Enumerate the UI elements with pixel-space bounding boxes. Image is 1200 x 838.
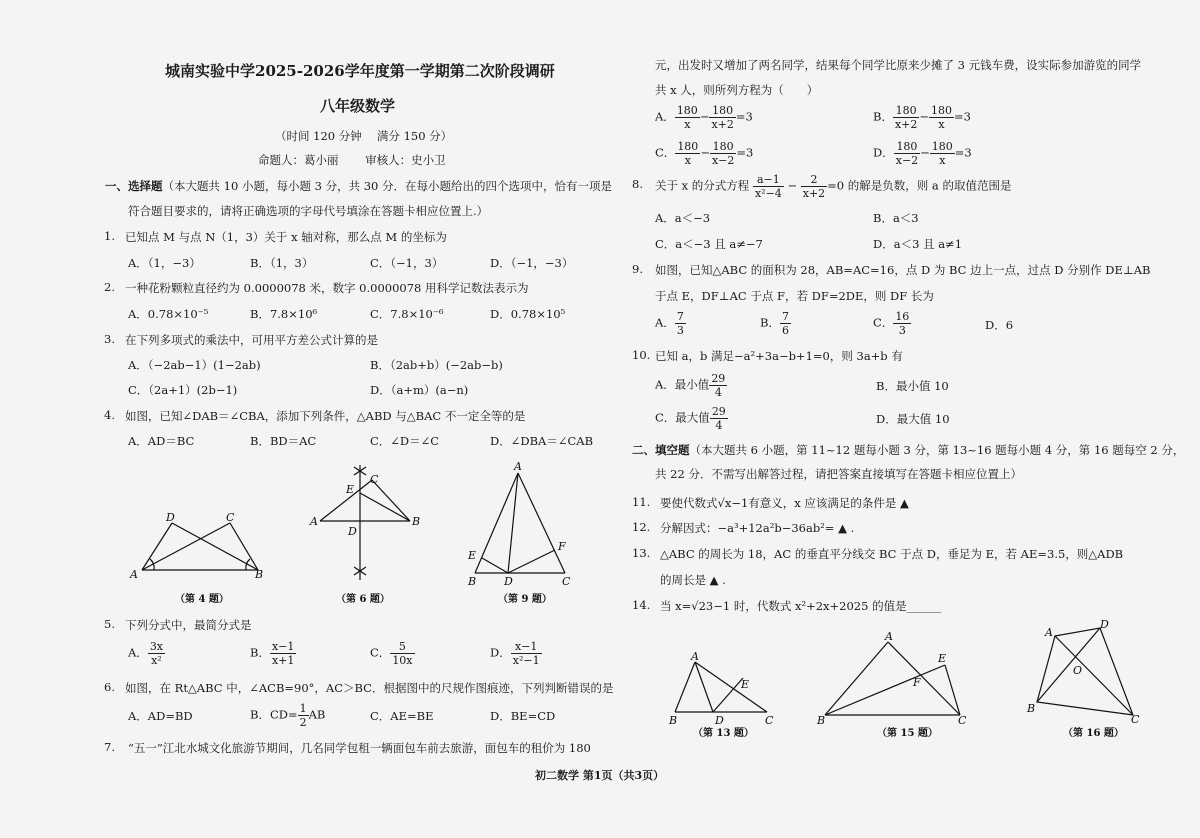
q7-d-n1: 180 <box>894 140 920 154</box>
fig15-label-f: F <box>913 676 921 689</box>
fig4-label-d: D <box>166 511 175 524</box>
fig9-label-c: C <box>562 575 571 588</box>
q10-c-label: C．最大值 <box>655 410 710 425</box>
q5-a-label: A． <box>128 645 148 660</box>
q4-option-a: A．AD＝BC <box>128 434 195 448</box>
q5-d-label: D． <box>490 645 511 660</box>
fig13-label-d: D <box>715 714 724 727</box>
q12-stem: 分解因式：−a³+12a²b−36ab²= ▲ . <box>660 521 855 535</box>
q10-c-fraction <box>710 405 728 432</box>
q10-a-fraction <box>709 372 727 399</box>
q5-c-den: 10x <box>392 654 413 667</box>
fig6-label-a: A <box>310 515 318 528</box>
q7-a-n1: 180 <box>676 104 698 117</box>
q9-option-c <box>873 310 911 337</box>
section2-header <box>632 442 1184 458</box>
q9-c-num: 16 <box>895 310 910 323</box>
fig13-caption: （第 13 题） <box>693 728 754 739</box>
q7-b-n1: 180 <box>893 104 919 118</box>
fig16-label-d: D <box>1100 620 1109 631</box>
section2-desc2: 共 22 分．不需写出解答过程，请把答案直接填写在答题卡相应位置上） <box>655 467 1022 481</box>
q8-f2-num: 2 <box>801 173 827 187</box>
q6-number: 6. <box>104 680 115 694</box>
q8-option-a: A．a＜−3 <box>655 211 711 225</box>
figure-9 <box>475 473 565 573</box>
q9-b-den: 6 <box>781 324 789 337</box>
q4-stem: 如图，已知∠DAB＝∠CBA，添加下列条件，△ABD 与△BAC 不一定全等的是 <box>125 409 526 423</box>
q5-option-a <box>128 640 165 667</box>
q6-b-tail: AB <box>308 707 326 722</box>
q1-option-d: D．（−1，−3） <box>490 256 574 270</box>
fig9-label-b: B <box>468 575 477 588</box>
q2-number: 2. <box>104 280 115 294</box>
q10-a-den: 4 <box>714 386 722 399</box>
fig15-label-a: A <box>885 630 893 643</box>
fig6-label-d: D <box>348 525 357 538</box>
subject-title: 八年级数学 <box>320 97 396 115</box>
q9-stem-2: 于点 E，DF⊥AC 于点 F，若 DF=2DE，则 DF 长为 <box>655 289 934 303</box>
q1-number: 1. <box>104 229 115 243</box>
q7-a-frac2 <box>709 104 735 131</box>
q7-b-n2: 180 <box>931 104 953 117</box>
q1-option-a: A．（1，−3） <box>128 256 201 270</box>
q5-d-den: x²−1 <box>512 654 540 667</box>
q7-c-tail: =3 <box>736 145 754 160</box>
q8-stem-b: =0 的解是负数，则 a 的取值范围是 <box>827 178 1012 193</box>
q13-number: 13. <box>632 546 651 560</box>
q9-b-label: B． <box>760 315 780 330</box>
q7-option-c: C． $\frac{180}{x}$ − $\frac{180}{x-2}$ =3 <box>655 140 754 167</box>
q9-b-num: 7 <box>781 310 789 323</box>
q7-d-tail: =3 <box>954 145 972 160</box>
q4-option-d: D．∠DBA＝∠CAB <box>490 434 594 448</box>
fig4-caption: （第 4 题） <box>175 594 229 605</box>
q5-b-label: B． <box>250 645 270 660</box>
q5-a-den: x² <box>151 654 162 667</box>
q14-stem: 当 x=√23−1 时，代数式 x²+2x+2025 的值是______ <box>660 599 942 613</box>
q5-d-fraction <box>511 640 542 667</box>
q7-a-label: A． <box>655 109 675 124</box>
q7-b-d1: x+2 <box>894 118 918 131</box>
q7-c-d1: x <box>684 154 691 167</box>
q7-c-frac1 <box>675 140 700 167</box>
q7-c-n2: 180 <box>710 140 736 154</box>
q8-option-b: B．a＜3 <box>873 211 919 225</box>
fig16-label-o: O <box>1073 664 1083 677</box>
q5-a-num: 3x <box>149 640 164 653</box>
q6-option-d: D．BE=CD <box>490 709 556 723</box>
q14-number: 14. <box>632 598 651 612</box>
q8-f1-den: x²−4 <box>754 187 782 200</box>
q5-a-fraction <box>148 640 165 667</box>
q10-number: 10. <box>632 348 651 362</box>
q13-stem-2: 的周长是 ▲ . <box>660 573 726 587</box>
figures-row-1 <box>120 455 640 610</box>
fig16-label-c: C <box>1131 713 1140 726</box>
q7-stem: “五一”江北水城文化旅游节期间，几名同学包租一辆面包车前去旅游，面包车的租价为 180 <box>128 741 591 755</box>
fig15-label-b: B <box>817 714 826 727</box>
fig6-label-c: C <box>370 473 379 486</box>
q7-option-a: A． $\frac{180}{x}$ − $\frac{180}{x+2}$ =3 <box>655 104 753 131</box>
fig9-label-d: D <box>504 575 513 588</box>
q9-a-den: 3 <box>676 324 684 337</box>
fig15-label-e: E <box>938 652 947 665</box>
q10-c-num: 29 <box>711 405 726 418</box>
q7-c-frac2 <box>710 140 736 167</box>
q6-option-c: C．AE=BE <box>370 709 434 723</box>
q9-c-fraction <box>893 310 911 337</box>
fig4-label-b: B <box>255 568 264 581</box>
q5-b-fraction <box>270 640 296 667</box>
figure-13 <box>675 662 767 712</box>
fig6-label-e: E <box>346 483 355 496</box>
authors-info: 命题人：葛小丽 审核人：史小卫 <box>258 153 446 167</box>
q8-number: 8. <box>632 177 643 191</box>
q9-b-fraction <box>780 310 791 337</box>
q3-option-b: B．（2ab+b）(−2ab−b) <box>370 358 503 372</box>
section1-header <box>105 178 612 194</box>
figure-16 <box>1037 628 1133 715</box>
q6-option-b <box>250 702 325 729</box>
q3-option-c: C．（2a+1）(2b−1) <box>128 383 238 397</box>
q5-option-c <box>370 640 415 667</box>
q10-stem: 已知 a，b 满足−a²+3a−b+1=0，则 3a+b 有 <box>655 349 903 363</box>
fig6-caption: （第 6 题） <box>336 594 390 605</box>
fig13-label-e: E <box>741 678 750 691</box>
q12-number: 12. <box>632 520 651 534</box>
q7-c-n1: 180 <box>677 140 699 153</box>
q3-number: 3. <box>104 332 115 346</box>
section2-desc: （本大题共 6 小题，第 11~12 题每小题 3 分，第 13~16 题每小题 4 分，第 16 题每空 2 分， <box>689 443 1185 457</box>
q7-b-d2: x <box>938 118 945 131</box>
q7-a-frac1 <box>675 104 700 131</box>
q5-number: 5. <box>104 617 115 631</box>
q7-a-tail: =3 <box>735 109 753 124</box>
q2-option-c: C．7.8×10⁻⁶ <box>370 307 444 321</box>
figure-6 <box>320 465 410 580</box>
fig13-label-a: A <box>691 650 699 663</box>
q5-b-num: x−1 <box>271 640 295 653</box>
q10-option-a <box>655 372 727 399</box>
q9-c-den: 3 <box>898 324 906 337</box>
q8-f2-den: x+2 <box>802 187 826 200</box>
q6-option-a: A．AD=BD <box>128 709 193 723</box>
q9-stem: 如图，已知△ABC 的面积为 28，AB=AC=16，点 D 为 BC 边上一点，过点 D 分别作 DE⊥AB <box>655 263 1151 277</box>
q5-stem: 下列分式中，最简分式是 <box>125 618 252 632</box>
fig13-label-b: B <box>669 714 678 727</box>
q7-b-label: B． <box>873 109 893 124</box>
time-info: （时间 120 分钟 满分 150 分） <box>275 129 453 143</box>
fig6-label-b: B <box>412 515 421 528</box>
fig9-label-e: E <box>468 549 477 562</box>
q8-option-d: D．a＜3 且 a≠1 <box>873 237 963 251</box>
q7-b-frac1 <box>893 104 919 131</box>
q2-option-b: B．7.8×10⁶ <box>250 307 318 321</box>
q7-stem-2: 元，出发时又增加了两名同学，结果每个同学比原来少摊了 3 元钱车费，设实际参加游览的同学 <box>655 58 1142 72</box>
q9-number: 9. <box>632 262 643 276</box>
section1-desc2: 符合题目要求的，请将正确选项的字母代号填涂在答题卡相应位置上.） <box>128 204 489 218</box>
q6-b-num: 1 <box>299 702 307 715</box>
q7-a-n2: 180 <box>709 104 735 118</box>
q7-c-label: C． <box>655 145 676 160</box>
q8-stem-a: 关于 x 的分式方程 <box>655 178 750 193</box>
q7-b-frac2 <box>929 104 954 131</box>
q5-c-fraction <box>390 640 414 667</box>
q1-stem: 已知点 M 与点 N（1，3）关于 x 轴对称，那么点 M 的坐标为 <box>125 230 447 244</box>
q9-a-num: 7 <box>676 310 684 323</box>
fig15-label-c: C <box>958 714 967 727</box>
q5-d-num: x−1 <box>511 640 542 654</box>
q6-b-den: 2 <box>299 716 307 729</box>
section1-heading: 一、选择题 <box>105 179 163 193</box>
q6-b-label: B．CD= <box>250 707 298 722</box>
q3-option-d: D．（a+m）(a−n) <box>370 383 469 397</box>
q7-d-d1: x−2 <box>895 154 919 167</box>
q9-a-fraction <box>675 310 686 337</box>
q9-c-label: C． <box>873 315 894 330</box>
q7-d-n2: 180 <box>931 140 953 153</box>
q11-stem: 要使代数式√x−1有意义，x 应该满足的条件是 ▲ <box>660 496 909 510</box>
q8-option-c: C．a＜−3 且 a≠−7 <box>655 237 763 251</box>
q8-frac2 <box>801 173 827 200</box>
fig9-caption: （第 9 题） <box>498 594 552 605</box>
page-footer: 初二数学 第1页（共3页） <box>535 769 665 782</box>
q1-option-b: B．（1，3） <box>250 256 314 270</box>
q10-option-d: D．最大值 10 <box>876 412 950 426</box>
q5-b-den: x+1 <box>271 654 295 667</box>
q10-option-b: B．最小值 10 <box>876 379 949 393</box>
q9-a-label: A． <box>655 315 675 330</box>
q3-option-a: A．（−2ab−1）(1−2ab) <box>128 358 261 372</box>
q9-option-b <box>760 310 791 337</box>
q9-option-d: D．6 <box>985 318 1014 332</box>
q8-frac1 <box>753 173 784 200</box>
q3-stem: 在下列多项式的乘法中，可用平方差公式计算的是 <box>125 333 378 347</box>
q10-c-den: 4 <box>715 419 723 432</box>
q7-b-tail: =3 <box>954 109 971 124</box>
fig16-label-b: B <box>1027 702 1036 715</box>
page-title: 城南实验中学2025-2026学年度第一学期第二次阶段调研 <box>165 62 555 80</box>
q10-option-c <box>655 405 728 432</box>
fig4-label-c: C <box>226 511 235 524</box>
fig9-label-a: A <box>514 460 522 473</box>
fig13-label-c: C <box>765 714 774 727</box>
q7-stem-3: 共 x 人，则所列方程为（ ） <box>655 83 819 97</box>
fig9-label-f: F <box>558 540 566 553</box>
q7-option-b: B． $\frac{180}{x+2}$ − $\frac{180}{x}$ =3 <box>873 104 971 131</box>
q7-c-d2: x−2 <box>711 154 735 167</box>
fig4-label-a: A <box>130 568 138 581</box>
q6-stem: 如图，在 Rt△ABC 中，∠ACB=90°，AC＞BC．根据图中的尺规作图痕迹，下列判断错误的是 <box>125 681 614 695</box>
section2-heading: 二、填空题 <box>632 443 690 457</box>
q5-c-label: C． <box>370 645 391 660</box>
figure-4 <box>142 523 258 570</box>
q7-a-d2: x+2 <box>711 118 734 131</box>
q2-option-d: D．0.78×10⁵ <box>490 307 566 321</box>
q13-stem: △ABC 的周长为 18，AC 的垂直平分线交 BC 于点 D，垂足为 E，若 AE=3.5，则△ADB <box>660 547 1124 561</box>
q7-option-d: D． $\frac{180}{x-2}$ − $\frac{180}{x}$ =3 <box>873 140 972 167</box>
fig16-caption: （第 16 题） <box>1063 728 1124 739</box>
q5-c-num: 5 <box>390 640 414 654</box>
q8-f1-num: a−1 <box>753 173 784 187</box>
fig15-caption: （第 15 题） <box>877 728 938 739</box>
q7-d-d2: x <box>939 154 946 167</box>
q10-a-num: 29 <box>711 372 726 385</box>
q4-option-b: B．BD＝AC <box>250 434 317 448</box>
q1-option-c: C．（−1，3） <box>370 256 444 270</box>
q2-option-a: A．0.78×10⁻⁵ <box>128 307 209 321</box>
q8-stem: 关于 x 的分式方程 $\frac{a-1}{\text{x²−4}}$ − $\frac{2}{x+2}$ =0 的解是负数，则 a 的取值范围是 <box>655 173 1012 200</box>
q5-option-b <box>250 640 296 667</box>
q7-a-d1: x <box>684 118 691 131</box>
q7-d-frac1 <box>894 140 920 167</box>
q4-number: 4. <box>104 408 115 422</box>
q7-d-frac2 <box>930 140 955 167</box>
q4-option-c: C．∠D＝∠C <box>370 434 440 448</box>
q9-option-a <box>655 310 686 337</box>
q7-number: 7. <box>104 740 115 754</box>
fig16-label-a: A <box>1045 626 1053 639</box>
q10-a-label: A．最小值 <box>655 377 710 392</box>
q5-option-d <box>490 640 542 667</box>
q6-b-fraction <box>298 702 309 729</box>
q11-number: 11. <box>632 495 651 509</box>
figures-row-2 <box>655 620 1155 745</box>
q2-stem: 一种花粉颗粒直径约为 0.0000078 米，数字 0.0000078 用科学记数法表示为 <box>125 281 529 295</box>
q7-d-label: D． <box>873 145 894 160</box>
section1-desc: （本大题共 10 小题，每小题 3 分，共 30 分．在每小题给出的四个选项中，恰有一项是 <box>162 179 613 193</box>
